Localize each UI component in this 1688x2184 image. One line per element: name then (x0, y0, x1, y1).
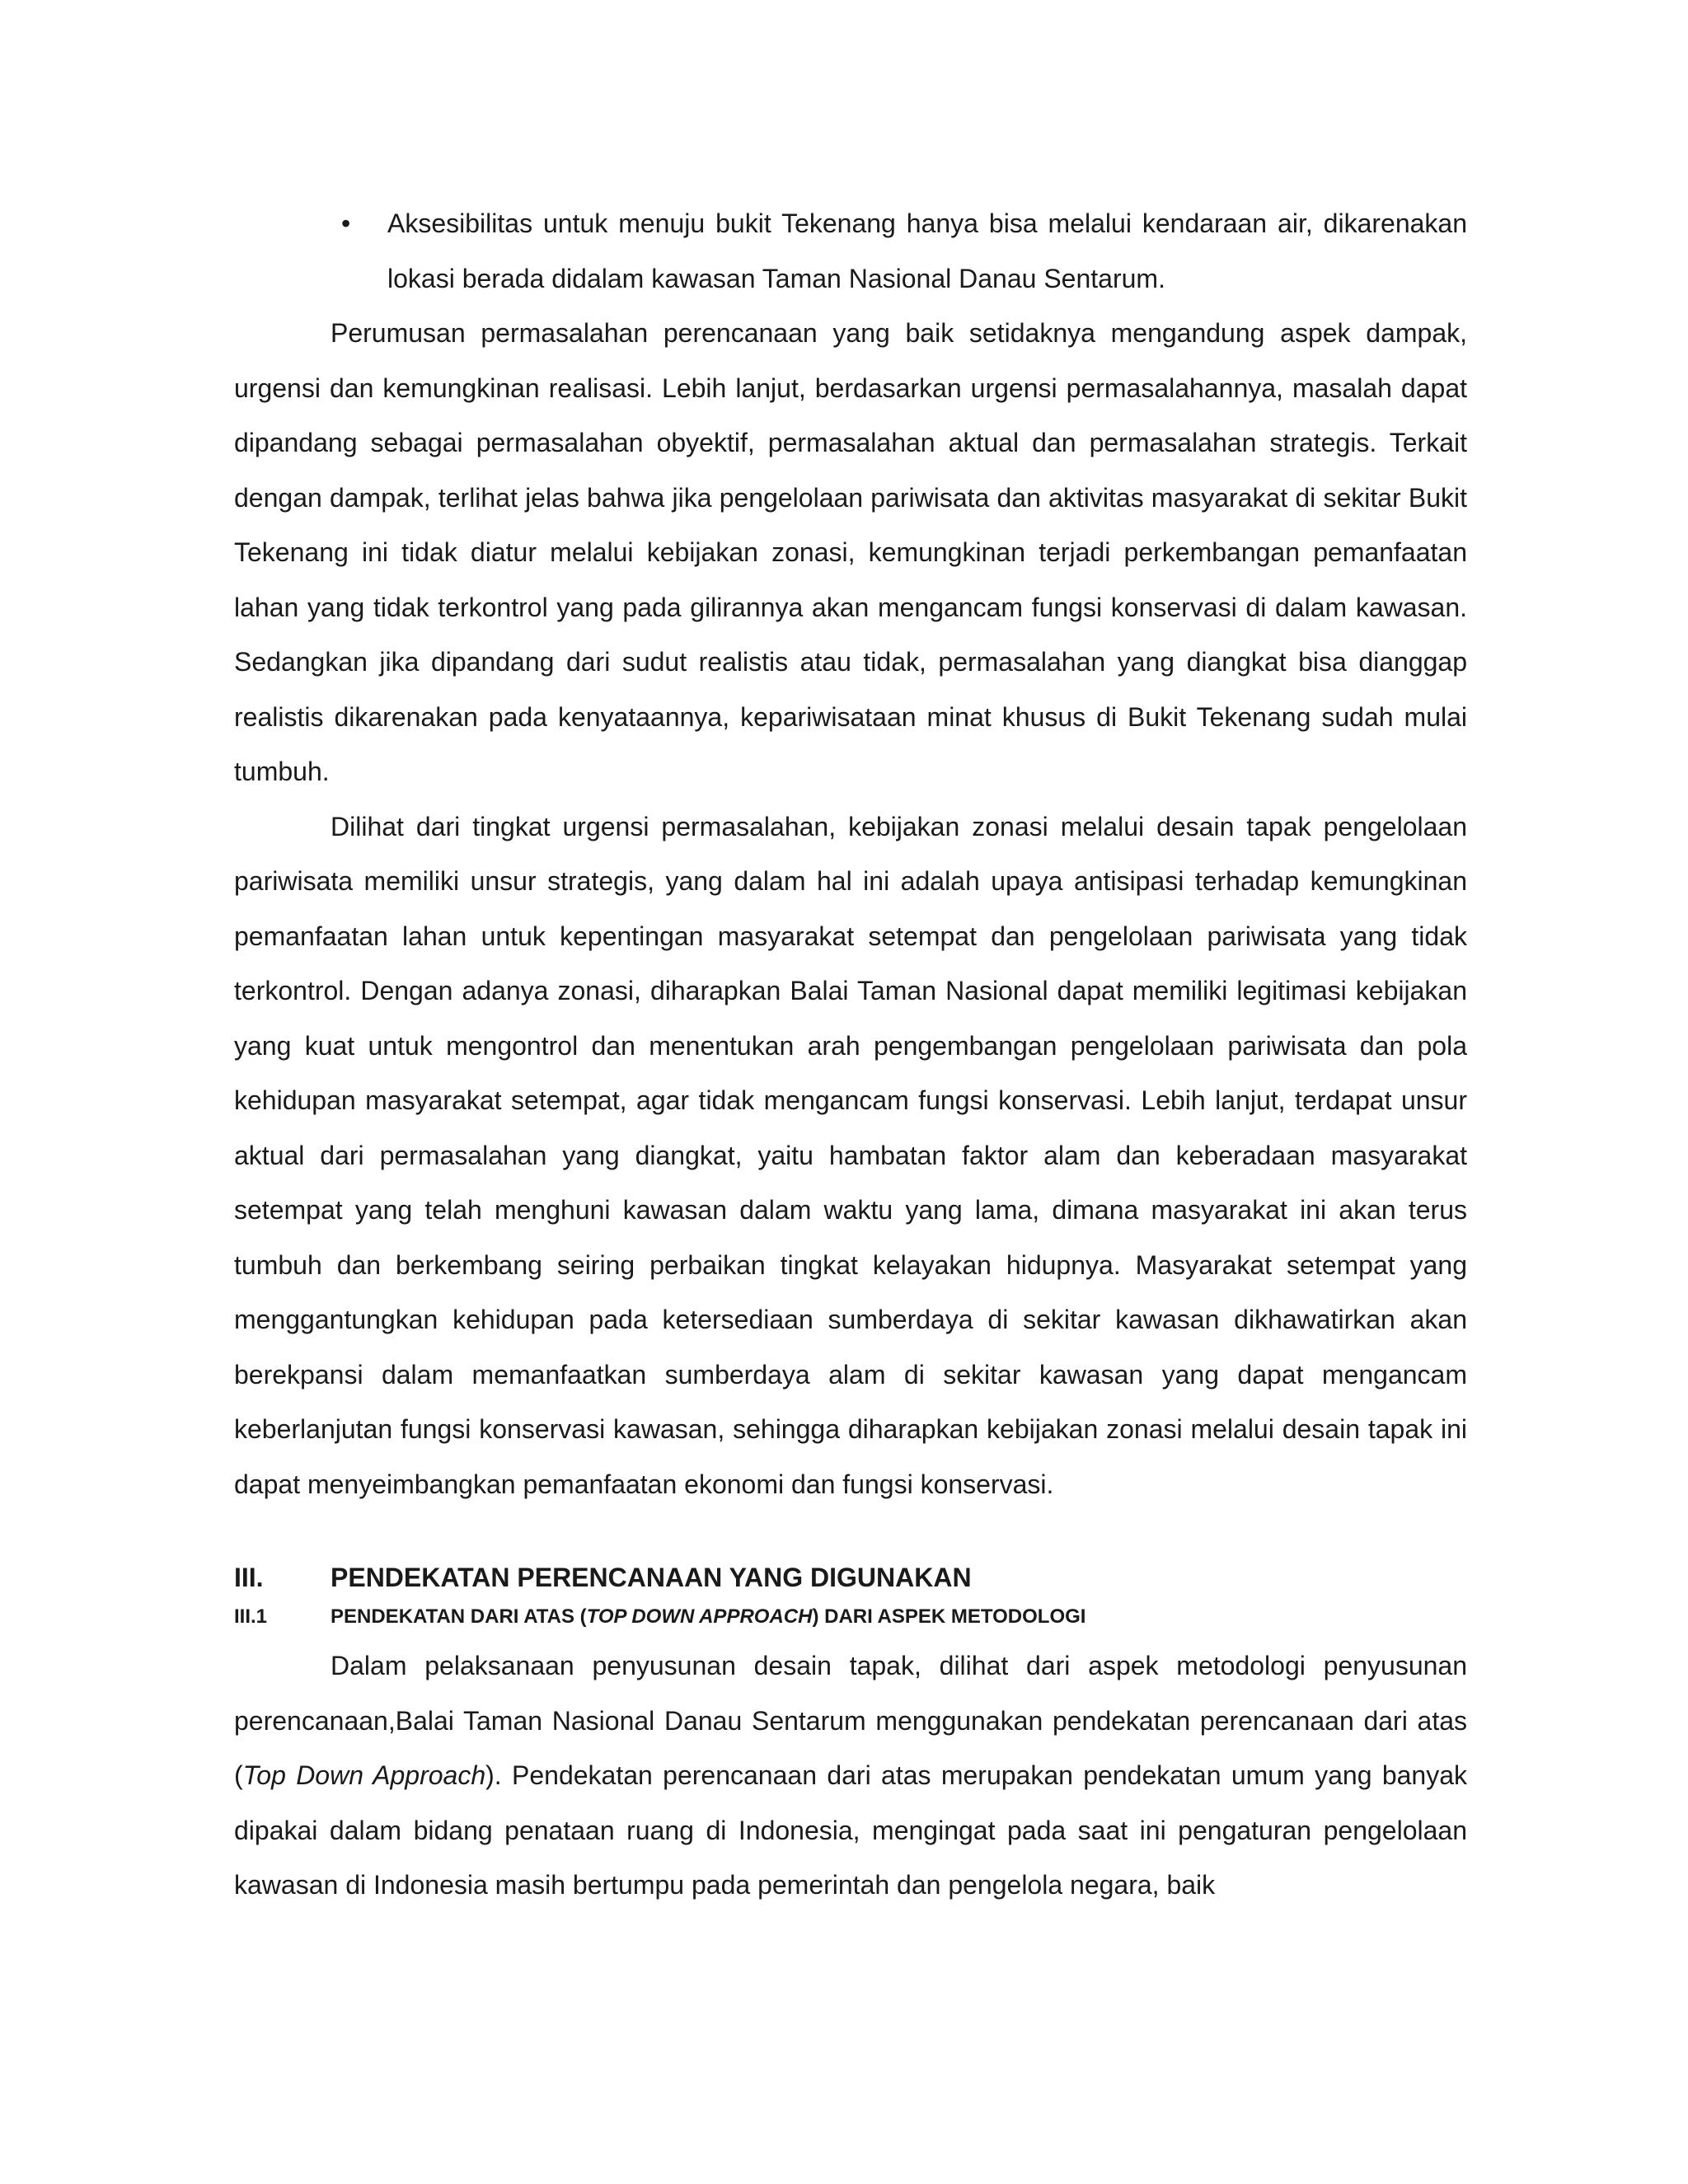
paragraph-perumusan: Perumusan permasalahan perencanaan yang baik setidaknya mengandung aspek dampak, urgensi dan kemungkinan realisasi. Lebih lanjut, berdasarkan urgensi permasalahannya, masalah dapat dipandang sebagai permasalahan obyektif, permasalahan aktual dan permasalahan strategis. Terkait dengan dampak, terlihat jelas bahwa jika pengelolaan pariwisata dan aktivitas masyarakat di sekitar Bukit Tekenang ini tidak diatur melalui kebijakan zonasi, kemungkinan terjadi perkembangan pemanfaatan lahan yang tidak terkontrol yang pada gilirannya akan mengancam fungsi konservasi di dalam kawasan. Sedangkan jika dipandang dari sudut realistis atau tidak, permasalahan yang diangkat bisa dianggap realistis dikarenakan pada kenyataannya, kepariwisataan minat khusus di Bukit Tekenang sudah mulai tumbuh. (234, 318, 1467, 786)
page-content (234, 196, 1467, 1913)
subsection-title-italic: TOP DOWN APPROACH (586, 1605, 813, 1628)
paragraph-pendekatan (234, 1638, 1467, 1913)
section-heading (234, 1561, 1467, 1594)
subsection-number: III.1 (234, 1605, 268, 1628)
section-number: III. (234, 1563, 264, 1592)
paragraph-urgensi: Dilihat dari tingkat urgensi permasalahan, kebijakan zonasi melalui desain tapak pengelolaan pariwisata memiliki unsur strategis, yang dalam hal ini adalah upaya antisipasi terhadap kemungkinan pemanfaatan lahan untuk kepentingan masyarakat setempat dan pengelolaan pariwisata yang tidak terkontrol. Dengan adanya zonasi, diharapkan Balai Taman Nasional dapat memiliki legitimasi kebijakan yang kuat untuk mengontrol dan menentukan arah pengembangan pengelolaan pariwisata dan pola kehidupan masyarakat setempat, agar tidak mengancam fungsi konservasi. Lebih lanjut, terdapat unsur aktual dari permasalahan yang diangkat, yaitu hambatan faktor alam dan keberadaan masyarakat setempat yang telah menghuni kawasan dalam waktu yang lama, dimana masyarakat ini akan terus tumbuh dan berkembang seiring perbaikan tingkat kelayakan hidupnya. Masyarakat setempat yang menggantungkan kehidupan pada ketersediaan sumberdaya di sekitar kawasan dikhawatirkan akan berekpansi dalam memanfaatkan sumberdaya alam di sekitar kawasan yang dapat mengancam keberlanjutan fungsi konservasi kawasan, sehingga diharapkan kebijakan zonasi melalui desain tapak ini dapat menyeimbangkan pemanfaatan ekonomi dan fungsi konservasi. (234, 811, 1467, 1499)
bullet-marker: • (341, 209, 351, 238)
subsection-title-after: ) DARI ASPEK METODOLOGI (812, 1605, 1086, 1628)
bullet-list-item (234, 196, 1467, 306)
paragraph-pendekatan-italic: Top Down Approach (242, 1760, 486, 1790)
subsection-heading (234, 1601, 1467, 1633)
paragraph-pendekatan-after: ). Pendekatan perencanaan dari atas merupakan pendekatan umum yang banyak dipakai dalam bidang penataan ruang di Indonesia, mengingat pada saat ini pengaturan pengelolaan kawasan di Indonesia masih bertumpu pada pemerintah dan pengelola negara, baik (234, 1760, 1468, 1900)
bullet-text: Aksesibilitas untuk menuju bukit Tekenang hanya bisa melalui kendaraan air, dikarenakan lokasi berada didalam kawasan Taman Nasional Danau Sentarum. (387, 209, 1467, 293)
subsection-title-before: PENDEKATAN DARI ATAS ( (331, 1605, 587, 1628)
paragraph-pendekatan-before: Dalam pelaksanaan penyusunan desain tapak, dilihat dari aspek metodologi penyusunan perencanaan,Balai Taman Nasional Danau Sentarum menggunakan pendekatan perencanaan dari atas ( (234, 1651, 1467, 1790)
section-title: PENDEKATAN PERENCANAAN YANG DIGUNAKAN (331, 1563, 972, 1592)
subsection-title (331, 1601, 1085, 1633)
